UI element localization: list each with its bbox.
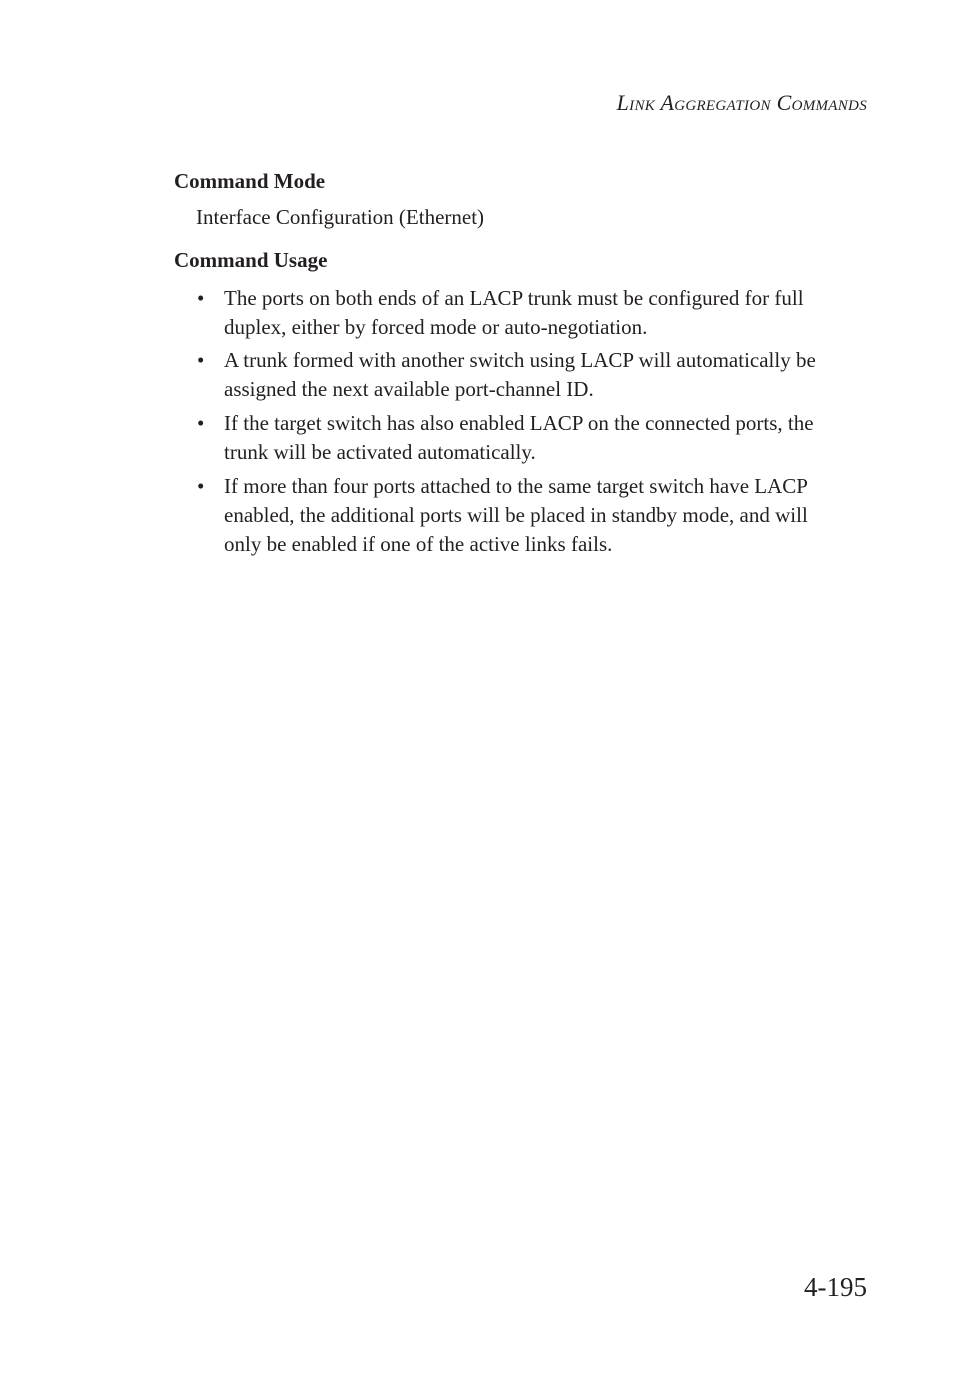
command-mode-heading: Command Mode xyxy=(174,169,326,193)
list-item-line: A trunk formed with another switch using LACP will automatically be xyxy=(224,348,816,372)
list-item-line: only be enabled if one of the active links fails. xyxy=(224,532,613,556)
list-item xyxy=(197,284,868,342)
command-mode-value: Interface Configuration (Ethernet) xyxy=(196,205,485,229)
list-item-line: duplex, either by forced mode or auto-negotiation. xyxy=(224,315,648,339)
command-usage-heading: Command Usage xyxy=(174,248,328,272)
list-item xyxy=(197,346,868,404)
list-item xyxy=(197,472,868,559)
running-header: Link Aggregation Commands xyxy=(616,90,867,115)
bullet-icon: • xyxy=(197,348,205,372)
bullet-icon: • xyxy=(197,286,205,310)
list-item-line: trunk will be activated automatically. xyxy=(224,440,536,464)
list-item-line: If more than four ports attached to the same target switch have LACP xyxy=(224,474,808,498)
list-item-line: assigned the next available port-channel ID. xyxy=(224,377,594,401)
list-item-line: The ports on both ends of an LACP trunk must be configured for full xyxy=(224,286,804,310)
bullet-icon: • xyxy=(197,474,205,498)
list-item-line: enabled, the additional ports will be placed in standby mode, and will xyxy=(224,503,808,527)
list-item-line: If the target switch has also enabled LACP on the connected ports, the xyxy=(224,411,814,435)
bullet-icon: • xyxy=(197,411,205,435)
page-number: 4-195 xyxy=(804,1272,867,1302)
list-item xyxy=(197,409,868,467)
